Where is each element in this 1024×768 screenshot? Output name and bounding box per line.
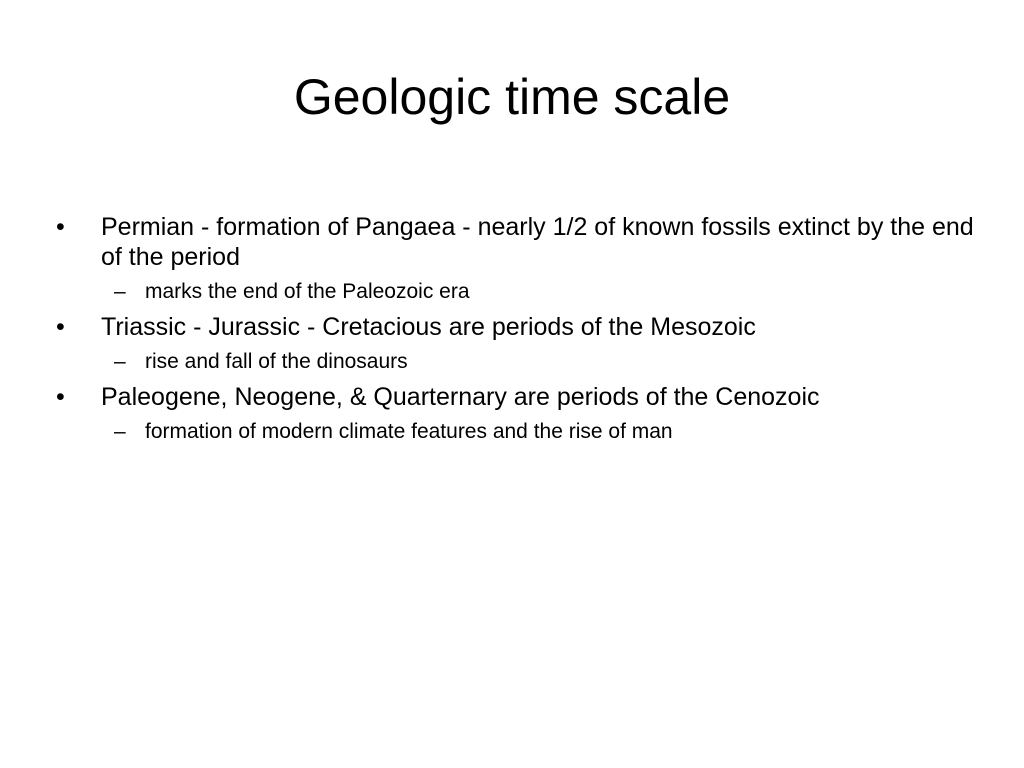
slide-title: Geologic time scale [293, 69, 731, 125]
bullet-item [54, 382, 974, 412]
sub-bullet-text: formation of modern climate features and the rise of man [145, 420, 673, 443]
sub-bullet-item [54, 279, 974, 305]
sub-bullet-text: rise and fall of the dinosaurs [145, 350, 408, 373]
bullet-item [54, 312, 974, 342]
bullet-icon: • [56, 383, 65, 411]
bullet-item [54, 212, 974, 272]
slide-body [54, 212, 974, 452]
dash-icon: – [114, 420, 126, 443]
bullet-icon: • [56, 313, 65, 341]
sub-bullet-item [54, 419, 974, 445]
bullet-text: Paleogene, Neogene, & Quarternary are periods of the Cenozoic [101, 383, 820, 411]
bullet-text: Triassic - Jurassic - Cretacious are periods of the Mesozoic [101, 313, 756, 341]
dash-icon: – [114, 350, 126, 373]
dash-icon: – [114, 280, 126, 303]
bullet-text: Permian - formation of Pangaea - nearly 1/2 of known fossils extinct by the end of the period [101, 213, 974, 271]
sub-bullet-item [54, 349, 974, 375]
sub-bullet-text: marks the end of the Paleozoic era [145, 280, 470, 303]
bullet-icon: • [56, 213, 65, 241]
